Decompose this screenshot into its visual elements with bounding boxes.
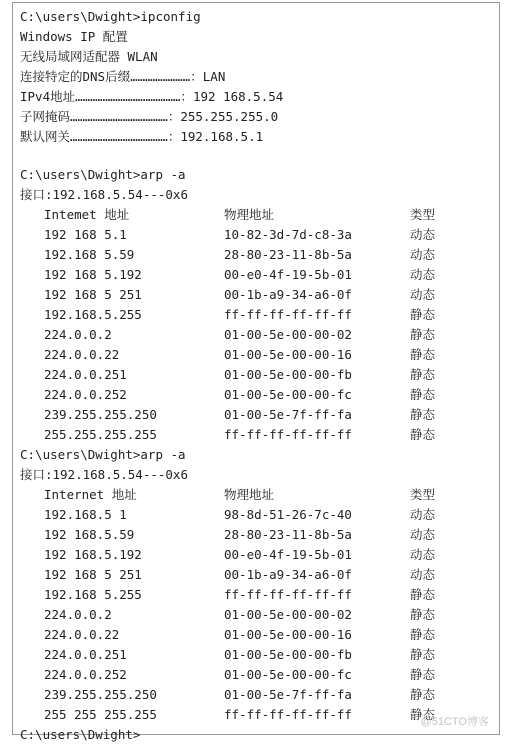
table-row xyxy=(20,325,498,345)
arp-mac-address: ff-ff-ff-ff-ff-ff xyxy=(224,707,352,722)
header-physical-address: 物理地址 xyxy=(224,207,275,222)
arp-ip-address: 224.0.0.251 xyxy=(44,367,127,382)
arp-entry-type: 静态 xyxy=(410,707,436,722)
arp-entry-type: 静态 xyxy=(410,387,436,402)
arp-entry-type: 动态 xyxy=(410,227,436,242)
arp-mac-address: 01-00-5e-00-00-fc xyxy=(224,667,352,682)
arp-mac-address: 28-80-23-11-8b-5a xyxy=(224,527,352,542)
arp-mac-address: 01-00-5e-00-00-16 xyxy=(224,347,352,362)
arp-interface-line-2: 接口:192.168.5.54---0x6 xyxy=(20,467,188,482)
arp-ip-address: 192.168 5.255 xyxy=(44,587,142,602)
arp-entry-type: 静态 xyxy=(410,607,436,622)
arp-ip-address: 192 168 5 251 xyxy=(44,567,142,582)
arp-entry-type: 静态 xyxy=(410,327,436,342)
header-type: 类型 xyxy=(410,207,436,222)
arp-ip-address: 192 168.5.59 xyxy=(44,527,135,542)
table-row xyxy=(20,525,498,545)
console-output[interactable] xyxy=(20,7,498,745)
arp-entry-type: 静态 xyxy=(410,687,436,702)
arp-ip-address: 239.255.255.250 xyxy=(44,687,157,702)
arp-ip-address: 255.255.255.255 xyxy=(44,427,157,442)
header-type: 类型 xyxy=(410,487,436,502)
arp-mac-address: 00-e0-4f-19-5b-01 xyxy=(224,547,352,562)
table-row xyxy=(20,625,498,645)
arp-ip-address: 192 168.5.192 xyxy=(44,547,142,562)
table-row xyxy=(20,585,498,605)
table-row xyxy=(20,385,498,405)
arp-ip-address: 224.0.0.251 xyxy=(44,647,127,662)
blank-line xyxy=(20,147,498,165)
table-row xyxy=(20,245,498,265)
table-row xyxy=(20,685,498,705)
arp-entry-type: 动态 xyxy=(410,527,436,542)
arp-ip-address: 224.0.0.22 xyxy=(44,347,120,362)
arp-entry-type: 静态 xyxy=(410,347,436,362)
arp-entry-type: 动态 xyxy=(410,507,436,522)
table-row xyxy=(20,405,498,425)
ipconfig-command-line: C:\users\Dwight>ipconfig xyxy=(20,9,201,24)
arp-command-line-1: C:\users\Dwight>arp -a xyxy=(20,167,186,182)
arp-mac-address: 10-82-3d-7d-c8-3a xyxy=(224,227,352,242)
arp-mac-address: 28-80-23-11-8b-5a xyxy=(224,247,352,262)
arp-mac-address: 01-00-5e-7f-ff-fa xyxy=(224,407,352,422)
arp-ip-address: 192.168 5.59 xyxy=(44,247,135,262)
table-row xyxy=(20,225,498,245)
subnet-mask-line: 子网掩码…………………………………：255.255.255.0 xyxy=(20,109,279,124)
header-internet-address: Internet 地址 xyxy=(44,487,137,502)
arp-mac-address: ff-ff-ff-ff-ff-ff xyxy=(224,307,352,322)
arp-ip-address: 239.255.255.250 xyxy=(44,407,157,422)
arp-mac-address: 01-00-5e-00-00-16 xyxy=(224,627,352,642)
arp-entry-type: 静态 xyxy=(410,627,436,642)
table-row xyxy=(20,565,498,585)
arp-mac-address: 01-00-5e-00-00-02 xyxy=(224,607,352,622)
arp-entry-type: 静态 xyxy=(410,647,436,662)
arp-interface-line-1: 接口:192.168.5.54---0x6 xyxy=(20,187,188,202)
arp-ip-address: 255 255 255.255 xyxy=(44,707,157,722)
arp-table-header-2 xyxy=(20,485,498,505)
arp-entry-type: 静态 xyxy=(410,587,436,602)
default-gateway-line: 默认网关…………………………………：192.168.5.1 xyxy=(20,129,264,144)
watermark: @51CTO博客 xyxy=(420,716,489,728)
final-prompt[interactable]: C:\users\Dwight> xyxy=(20,727,141,742)
table-row xyxy=(20,365,498,385)
arp-entry-type: 静态 xyxy=(410,307,436,322)
arp-ip-address: 192.168.5 1 xyxy=(44,507,127,522)
arp-ip-address: 192 168 5 251 xyxy=(44,287,142,302)
arp-ip-address: 224.0.0.252 xyxy=(44,387,127,402)
arp-mac-address: 00-1b-a9-34-a6-0f xyxy=(224,567,352,582)
arp-table-body-2 xyxy=(20,505,498,725)
table-row xyxy=(20,265,498,285)
arp-ip-address: 224.0.0.252 xyxy=(44,667,127,682)
header-physical-address: 物理地址 xyxy=(224,487,275,502)
arp-mac-address: ff-ff-ff-ff-ff-ff xyxy=(224,587,352,602)
arp-table-body-1 xyxy=(20,225,498,445)
arp-entry-type: 静态 xyxy=(410,427,436,442)
arp-mac-address: 01-00-5e-00-00-02 xyxy=(224,327,352,342)
adapter-name: 无线局域网适配器 WLAN xyxy=(20,49,158,64)
arp-entry-type: 静态 xyxy=(410,667,436,682)
arp-entry-type: 动态 xyxy=(410,267,436,282)
ipconfig-title: Windows IP 配置 xyxy=(20,29,128,44)
arp-entry-type: 动态 xyxy=(410,567,436,582)
arp-mac-address: 01-00-5e-00-00-fb xyxy=(224,367,352,382)
table-row xyxy=(20,285,498,305)
table-row xyxy=(20,645,498,665)
arp-entry-type: 动态 xyxy=(410,247,436,262)
table-row xyxy=(20,345,498,365)
arp-table-header-1 xyxy=(20,205,498,225)
arp-ip-address: 192 168 5.192 xyxy=(44,267,142,282)
arp-entry-type: 静态 xyxy=(410,367,436,382)
arp-ip-address: 192.168.5.255 xyxy=(44,307,142,322)
arp-ip-address: 224.0.0.22 xyxy=(44,627,120,642)
arp-ip-address: 192 168 5.1 xyxy=(44,227,127,242)
arp-mac-address: 01-00-5e-7f-ff-fa xyxy=(224,687,352,702)
ipv4-address-line: IPv4地址……………………………………：192 168.5.54 xyxy=(20,89,284,104)
arp-entry-type: 动态 xyxy=(410,287,436,302)
table-row xyxy=(20,505,498,525)
console-screenshot-frame xyxy=(12,2,500,742)
arp-mac-address: 01-00-5e-00-00-fc xyxy=(224,387,352,402)
table-row xyxy=(20,305,498,325)
arp-mac-address: ff-ff-ff-ff-ff-ff xyxy=(224,427,352,442)
arp-ip-address: 224.0.0.2 xyxy=(44,607,112,622)
arp-mac-address: 01-00-5e-00-00-fb xyxy=(224,647,352,662)
arp-entry-type: 静态 xyxy=(410,407,436,422)
arp-ip-address: 224.0.0.2 xyxy=(44,327,112,342)
table-row xyxy=(20,605,498,625)
table-row xyxy=(20,425,498,445)
dns-suffix-line: 连接特定的DNS后缀……………………：LAN xyxy=(20,69,226,84)
arp-command-line-2: C:\users\Dwight>arp -a xyxy=(20,447,186,462)
arp-mac-address: 00-1b-a9-34-a6-0f xyxy=(224,287,352,302)
table-row xyxy=(20,545,498,565)
header-internet-address: Intemet 地址 xyxy=(44,207,130,222)
arp-entry-type: 动态 xyxy=(410,547,436,562)
table-row xyxy=(20,665,498,685)
arp-mac-address: 98-8d-51-26-7c-40 xyxy=(224,507,352,522)
arp-mac-address: 00-e0-4f-19-5b-01 xyxy=(224,267,352,282)
